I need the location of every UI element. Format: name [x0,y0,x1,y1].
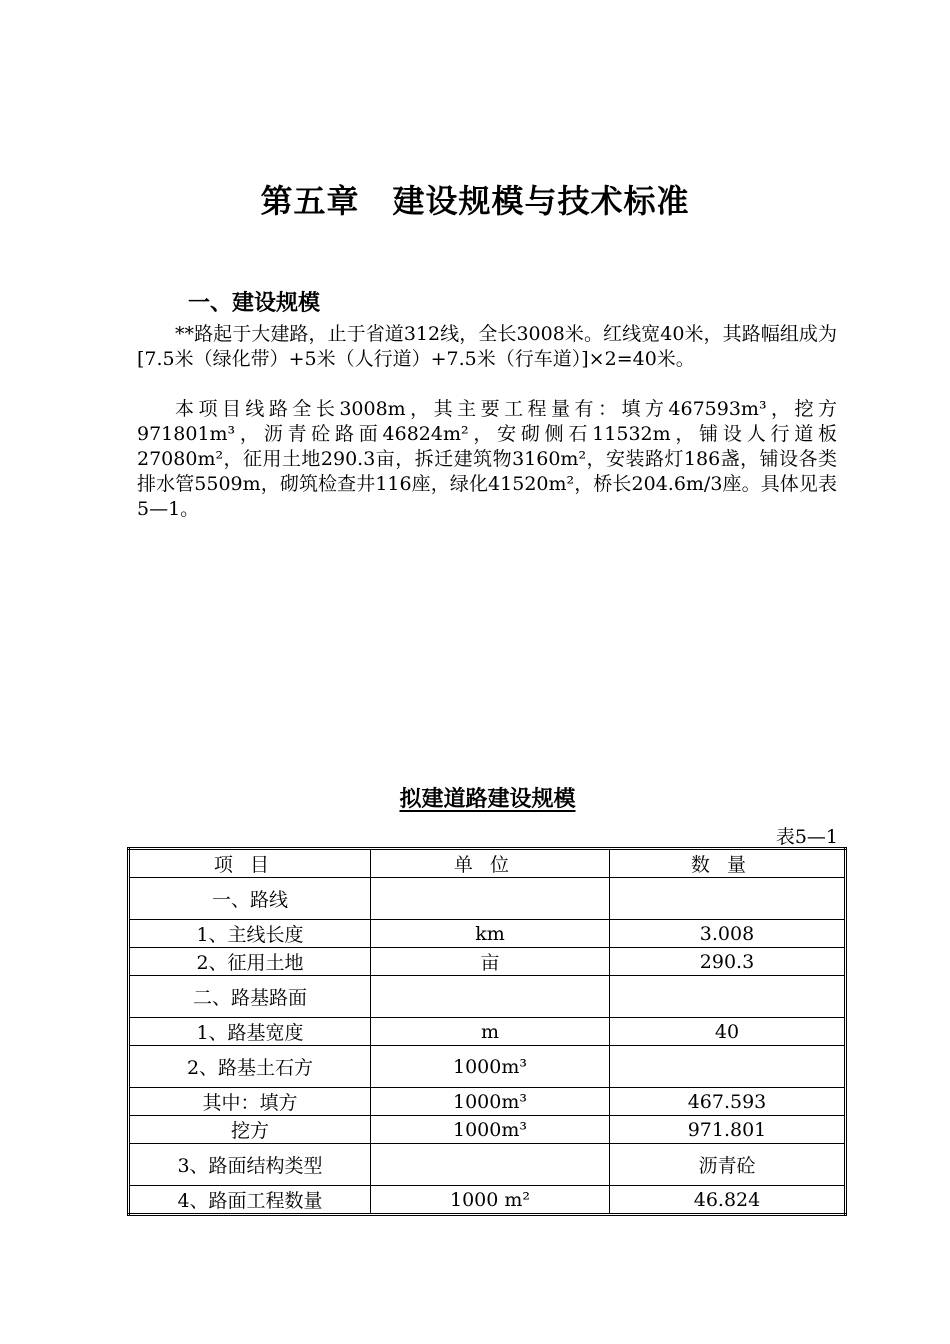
cell-item: 3、路面结构类型 [129,1144,371,1186]
cell-unit: m [371,1018,610,1046]
cell-unit: 1000m³ [371,1046,610,1088]
chapter-title: 第五章 建设规模与技术标准 [260,182,690,220]
cell-quantity: 40 [610,1018,846,1046]
table-row [129,878,846,920]
cell-item: 2、征用土地 [129,948,371,976]
cell-unit: 亩 [371,948,610,976]
cell-quantity: 沥青砼 [610,1144,846,1186]
table-row [129,1046,846,1088]
paragraph-route-overview: **路起于大建路，止于省道312线，全长3008米。红线宽40米，其路幅组成为[7.5米（绿化带）+5米（人行道）+7.5米（行车道）]×2=40米。 [137,323,837,370]
header-item: 项目 [129,849,371,878]
cell-quantity: 3.008 [610,920,846,948]
cell-item: 二、路基路面 [129,976,371,1018]
cell-item: 一、路线 [129,878,371,920]
cell-unit: 1000m³ [371,1116,610,1144]
cell-item: 4、路面工程数量 [129,1186,371,1215]
cell-item: 2、路基土石方 [129,1046,371,1088]
cell-unit: 1000 m² [371,1186,610,1215]
table-title [0,782,950,813]
cell-quantity [610,1046,846,1088]
table-row [129,1018,846,1046]
cell-item: 挖方 [129,1116,371,1144]
cell-item: 1、主线长度 [129,920,371,948]
cell-quantity: 290.3 [610,948,846,976]
cell-quantity [610,878,846,920]
cell-unit: 1000m³ [371,1088,610,1116]
table-header-row [129,849,846,878]
cell-unit [371,878,610,920]
table-row [129,1116,846,1144]
header-quantity: 数量 [610,849,846,878]
cell-unit: km [371,920,610,948]
cell-quantity: 971.801 [610,1116,846,1144]
cell-quantity: 467.593 [610,1088,846,1116]
construction-scale-table [127,847,847,1216]
table-row [129,976,846,1018]
paragraph-quantities: 本项目线路全长3008m，其主要工程量有：填方467593m³，挖方971801m³，沥青砼路面46824m²，安砌侧石11532m，铺设人行道板27080m²，征用土地290.3亩，拆迁建筑物3160m²，安装路灯186盏，铺设各类排水管5509m，砌筑检查井116座，绿化41520m²，桥长204.6m/3座。具体见表5—1。 [137,398,837,520]
header-unit: 单位 [371,849,610,878]
section-heading: 一、建设规模 [188,291,321,316]
cell-item: 1、路基宽度 [129,1018,371,1046]
table-number: 表5—1 [775,826,838,848]
table-row [129,1088,846,1116]
cell-unit [371,1144,610,1186]
table-row [129,920,846,948]
table-row [129,1144,846,1186]
cell-quantity: 46.824 [610,1186,846,1215]
cell-quantity [610,976,846,1018]
cell-item: 其中：填方 [129,1088,371,1116]
cell-unit [371,976,610,1018]
table-row [129,1186,846,1215]
table-title-text: 拟建道路建设规模 [399,787,576,812]
table-row [129,948,846,976]
